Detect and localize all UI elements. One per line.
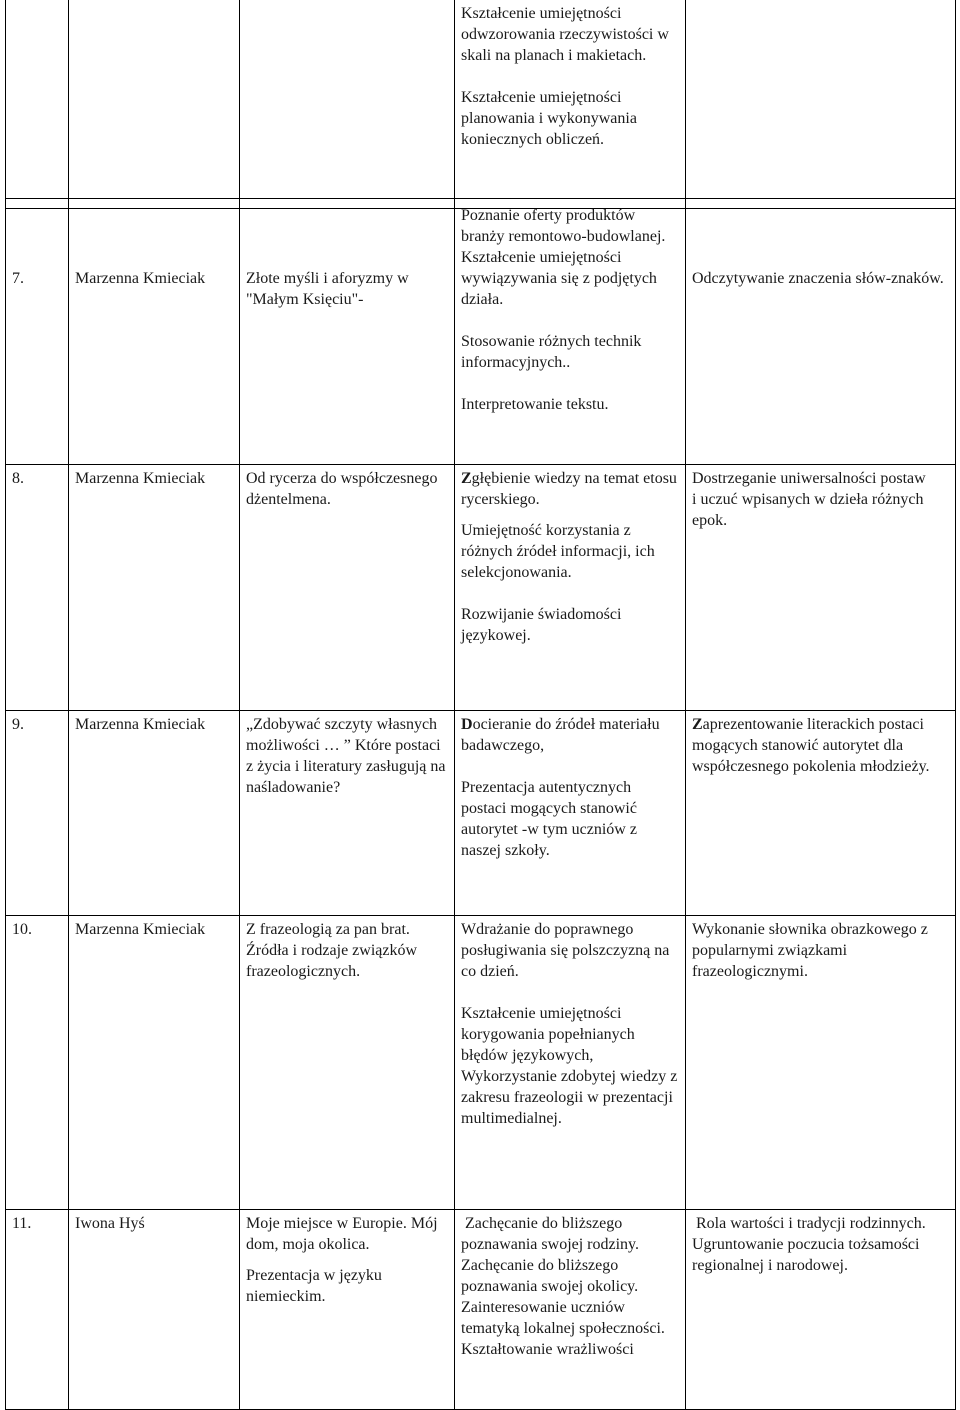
table-row [6, 465, 956, 711]
topic-text: Prezentacja w języku niemieckim. [246, 1267, 382, 1305]
cell-effects [686, 465, 956, 711]
goal-rest: ocieranie do źródeł materiału badawczego, [461, 716, 660, 754]
goal-text: Stosowanie różnych technik informacyjnych.. [461, 333, 642, 371]
effect-text [692, 714, 949, 777]
cell-effects [686, 916, 956, 1210]
topic-text: Złote myśli i aforyzmy w "Małym Księciu"- [246, 270, 409, 308]
row-number: 8. [12, 470, 24, 487]
cell-goals [455, 916, 686, 1210]
cell-topic [240, 199, 455, 465]
author-name: Marzenna Kmieciak [75, 270, 206, 287]
lesson-plan-table-continued [5, 198, 956, 1410]
cell-number [6, 0, 69, 208]
cell-topic [240, 0, 455, 208]
effect-text: Wykonanie słownika obrazkowego z popularnymi związkami frazeologicznymi. [692, 921, 928, 980]
cell-number [6, 199, 69, 465]
goal-initial: Z [461, 470, 472, 487]
effect-text: Dostrzeganie uniwersalności postaw i uczuć wpisanych w dzieła różnych epok. [692, 470, 946, 529]
row-number: 10. [12, 921, 32, 938]
goal-text: Interpretowanie tekstu. [461, 396, 609, 413]
row-number: 11. [12, 1215, 32, 1232]
cell-effects [686, 199, 956, 465]
cell-effects [686, 711, 956, 916]
cell-author [69, 0, 240, 208]
table-row [6, 1210, 956, 1410]
cell-goals [455, 199, 686, 465]
goal-text: Umiejętność korzystania z różnych źródeł informacji, ich selekcjonowania. [461, 522, 655, 581]
cell-effects [686, 1210, 956, 1410]
topic-text: Moje miejsce w Europie. Mój dom, moja okolica. [246, 1215, 438, 1253]
cell-author [69, 199, 240, 465]
goal-text: Kształcenie umiejętności planowania i wykonywania koniecznych obliczeń. [461, 89, 637, 148]
topic-text: Z frazeologią za pan brat. Źródła i rodzaje związków frazeologicznych. [246, 921, 418, 980]
author-name: Marzenna Kmieciak [75, 470, 206, 487]
goal-initial: D [461, 716, 473, 733]
cell-effects [686, 0, 956, 208]
cell-author [69, 1210, 240, 1410]
goal-text: Kształcenie umiejętności odwzorowania rzeczywistości w skali na planach i makietach. [461, 5, 669, 64]
table-row [6, 0, 956, 208]
cell-goals [455, 1210, 686, 1410]
topic-text: „Zdobywać szczyty własnych możliwości … ” Które postaci z życia i literatury zasługują na naśladowanie? [246, 716, 446, 796]
goal-text [461, 468, 679, 510]
cell-topic [240, 711, 455, 916]
goal-rest: głębienie wiedzy na temat etosu rycerskiego. [461, 470, 677, 508]
cell-author [69, 711, 240, 916]
cell-goals [455, 465, 686, 711]
cell-number [6, 711, 69, 916]
cell-goals [455, 711, 686, 916]
goal-text [461, 714, 679, 756]
effect-initial: Z [692, 716, 703, 733]
cell-number [6, 916, 69, 1210]
table-row [6, 711, 956, 916]
goal-text: Rozwijanie świadomości językowej. [461, 606, 622, 644]
goal-text: Kształcenie umiejętności korygowania popełnianych błędów językowych, Wykorzystanie zdobytej wiedzy z zakresu frazeologii w prezentacji multimedialnej. [461, 1005, 678, 1127]
goal-text: Wdrażanie do poprawnego posługiwania się polszczyzną na co dzień. [461, 921, 670, 980]
row-number: 9. [12, 716, 24, 733]
lesson-plan-table [5, 0, 956, 209]
goal-text: Poznanie oferty produktów branży remontowo-budowlanej. [461, 207, 666, 245]
table-row [6, 916, 956, 1210]
cell-goals [455, 0, 686, 208]
goal-text: Zachęcanie do bliższego poznawania swojej rodziny. Zachęcanie do bliższego poznawania swojej okolicy. Zainteresowanie uczniów tematyką lokalnej społeczności. Kształtowanie wrażliwości [461, 1215, 669, 1358]
author-name: Iwona Hyś [75, 1215, 145, 1232]
topic-text: Od rycerza do współczesnego dżentelmena. [246, 470, 438, 508]
cell-topic [240, 465, 455, 711]
cell-topic [240, 1210, 455, 1410]
goal-text: Kształcenie umiejętności wywiązywania się z podjętych działa. [461, 249, 657, 308]
cell-author [69, 465, 240, 711]
author-name: Marzenna Kmieciak [75, 921, 206, 938]
effect-text: Rola wartości i tradycji rodzinnych. Ugruntowanie poczucia tożsamości regionalnej i narodowej. [692, 1215, 930, 1274]
author-name: Marzenna Kmieciak [75, 716, 206, 733]
cell-number [6, 1210, 69, 1410]
cell-topic [240, 916, 455, 1210]
cell-number [6, 465, 69, 711]
goal-text: Prezentacja autentycznych postaci mogących stanowić autorytet -w tym uczniów z naszej szkoły. [461, 779, 637, 859]
row-number: 7. [12, 270, 24, 287]
table-row [6, 199, 956, 465]
cell-author [69, 916, 240, 1210]
effect-rest: aprezentowanie literackich postaci mogących stanowić autorytet dla współczesnego pokolenia młodzieży. [692, 716, 930, 775]
effect-text: Odczytywanie znaczenia słów-znaków. [692, 270, 944, 287]
